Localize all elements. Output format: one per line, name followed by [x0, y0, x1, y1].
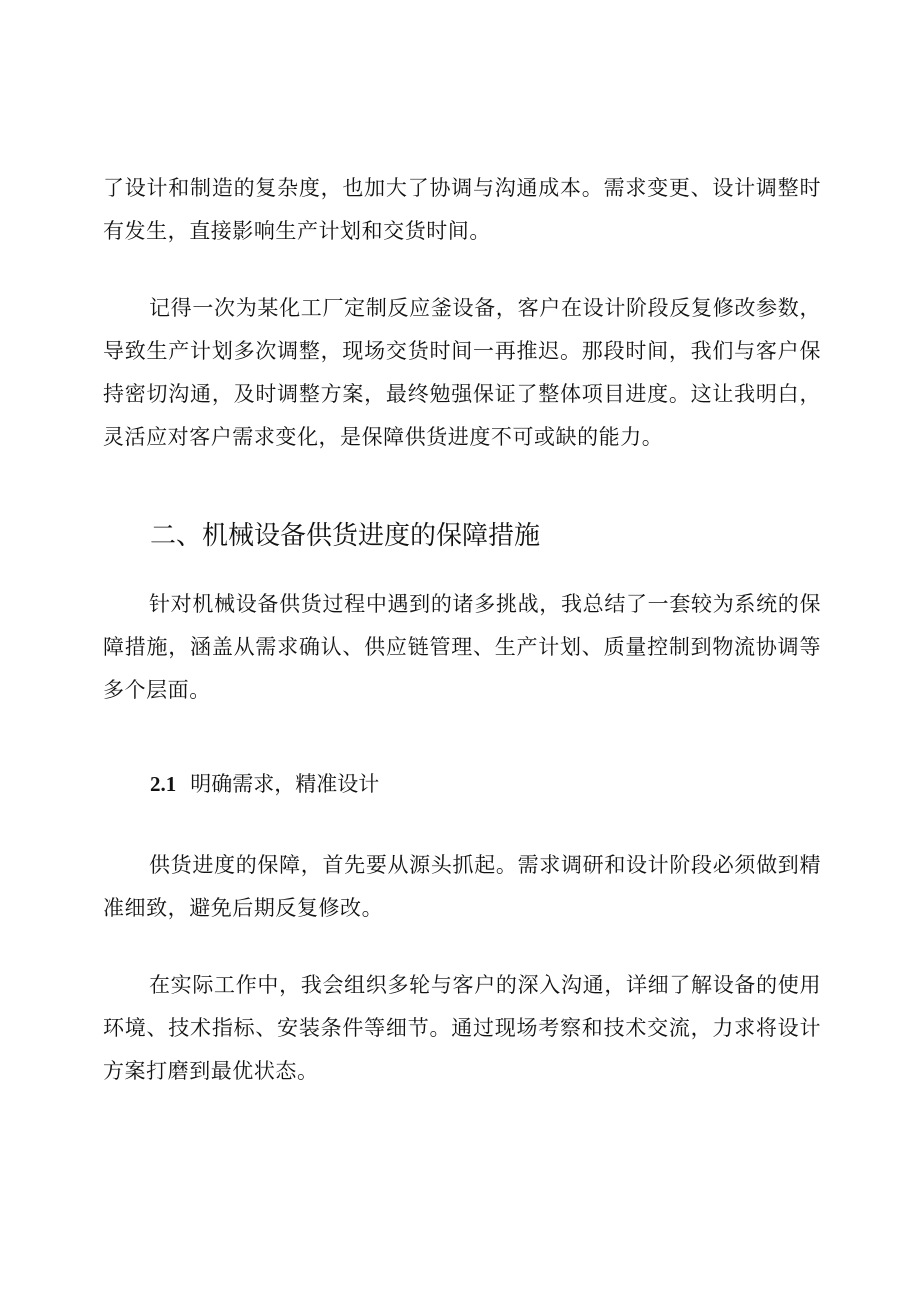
- section-heading: 二、机械设备供货进度的保障措施: [150, 521, 541, 551]
- subsection-title: 明确需求，精准设计: [190, 772, 380, 796]
- paragraph-intro: 针对机械设备供货过程中遇到的诸多挑战，我总结了一套较为系统的保障措施，涵盖从需求确认、供应链管理、生产计划、质量控制到物流协调等多个层面。: [103, 592, 821, 702]
- paragraph-continued: 了设计和制造的复杂度，也加大了协调与沟通成本。需求变更、设计调整时有发生，直接影响生产计划和交货时间。: [103, 176, 821, 243]
- paragraph-example: 记得一次为某化工厂定制反应釜设备，客户在设计阶段反复修改参数，导致生产计划多次调整，现场交货时间一再推迟。那段时间，我们与客户保持密切沟通，及时调整方案，最终勉强保证了整体项目进度。这让我明白，灵活应对客户需求变化，是保障供货进度不可或缺的能力。: [103, 296, 821, 449]
- subsection-heading: [150, 764, 379, 804]
- subsection-number: 2.1: [150, 772, 177, 796]
- paragraph-requirements: 供货进度的保障，首先要从源头抓起。需求调研和设计阶段必须做到精准细致，避免后期反复修改。: [103, 853, 821, 920]
- paragraph-practice: 在实际工作中，我会组织多轮与客户的深入沟通，详细了解设备的使用环境、技术指标、安装条件等细节。通过现场考察和技术交流，力求将设计方案打磨到最优状态。: [103, 973, 821, 1083]
